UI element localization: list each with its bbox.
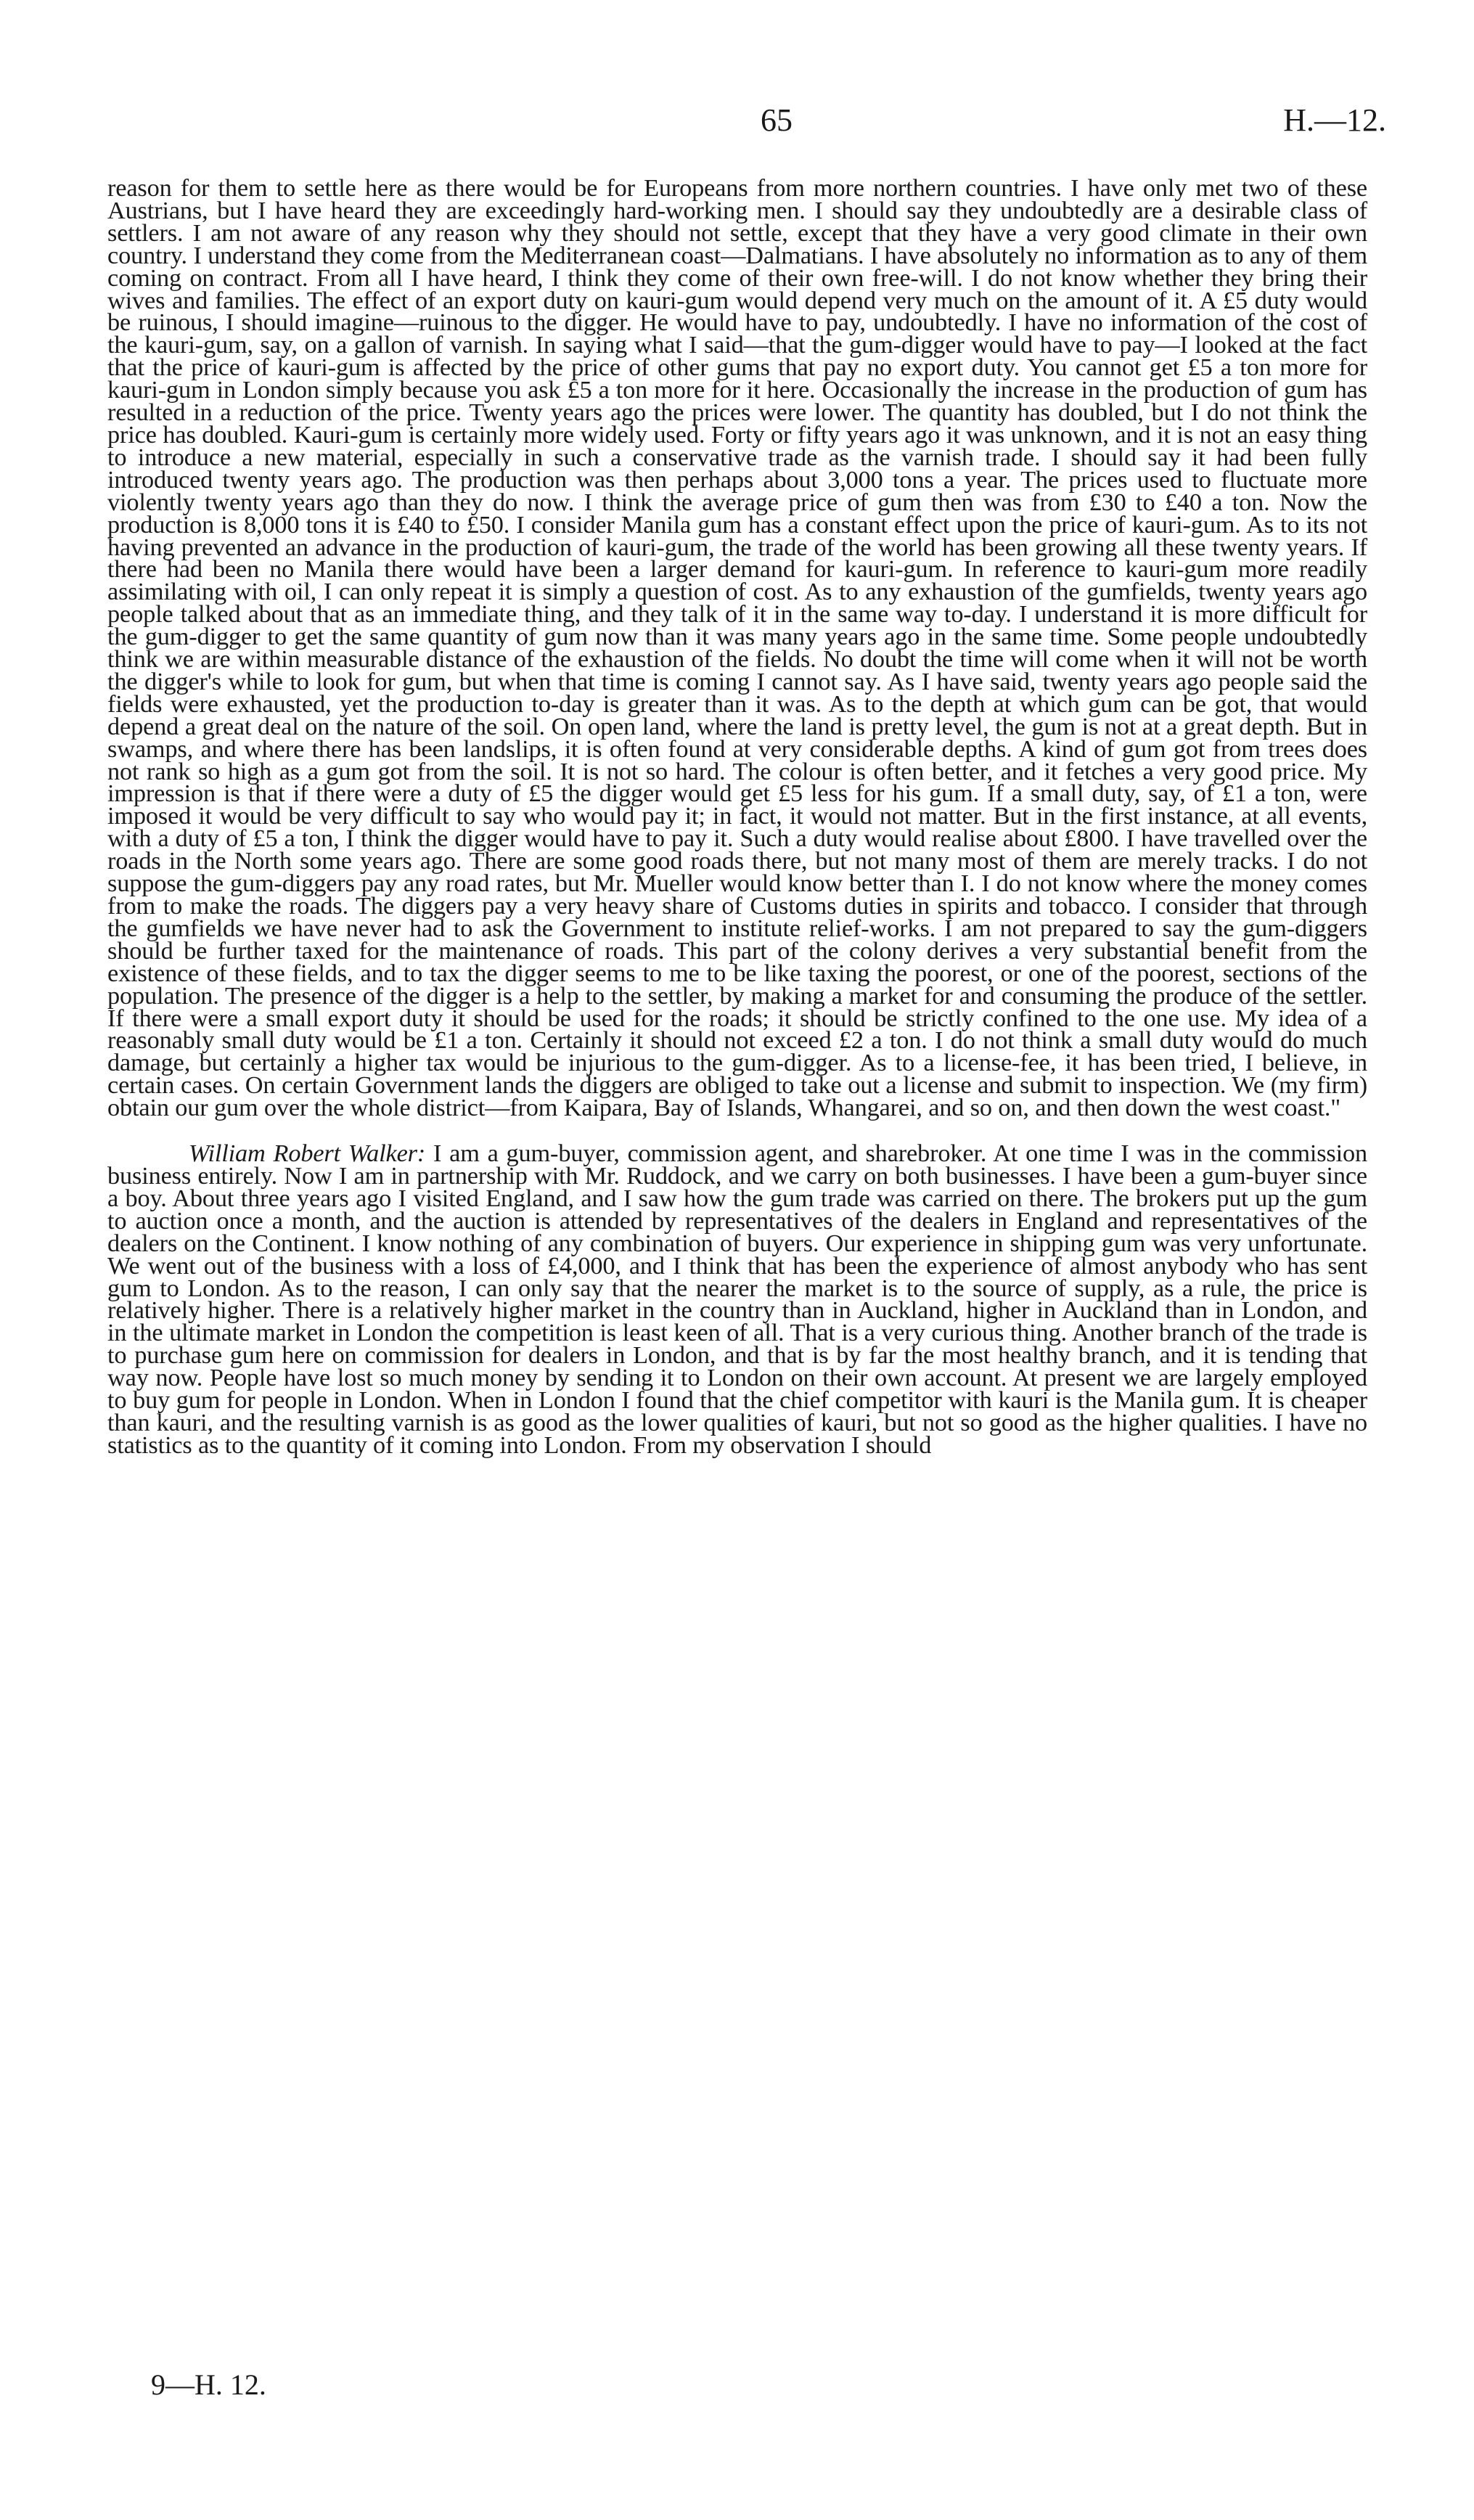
paragraph-walker-text: I am a gum-buyer, commission agent, and sharebroker. At one time I was in the commission business entirely. Now I am in partnership with Mr. Ruddock, and we carry on both businesses. I have been a gum-buyer since a boy. About three years ago I visited England, and I saw how the gum trade was carried on there. The brokers put up the gum to auction once a month, and the auction is attended by representatives of the dealers in England and representatives of the dealers on the Continent. I know nothing of any combination of buyers. Our experience in shipping gum was very unfortunate. We went out of the business with a loss of £4,000, and I think that has been the experience of almost anybody who has sent gum to London. As to the reason, I can only say that the nearer the market is to the source of supply, as a rule, the price is relatively higher. There is a relatively higher market in the country than in Auckland, higher in Auckland than in London, and in the ultimate market in London the competition is least keen of all. That is a very curious thing. Another branch of the trade is to purchase gum here on commission for dealers in London, and that is by far the most healthy branch, and it is tending that way now. People have lost so much money by sending it to London on their own account. At present we are largely employed to buy gum for people in London. When in London I found that the chief competitor with kauri is the Manila gum. It is cheaper than kauri, and the resulting varnish is as good as the lower qualities of kauri, but not so good as the higher qualities. I have no statistics as to the quantity of it coming into London. From my observation I should xyxy=(107,1140,1367,1459)
printer-signature: 9—H. 12. xyxy=(151,2368,266,2401)
body-text xyxy=(107,174,1367,1459)
paragraph-testimony-continued: reason for them to settle here as there would be for Europeans from more northern countries. I have only met two of these Austrians, but I have heard they are exceedingly hard-working men. I should say they undoubtedly are a desirable class of settlers. I am not aware of any reason why they should not settle, except that they have a very good climate in their own country. I understand they come from the Mediterranean coast—Dalmatians. I have absolutely no information as to any of them coming on contract. From all I have heard, I think they come of their own free-will. I do not know whether they bring their wives and families. The effect of an export duty on kauri-gum would depend very much on the amount of it. A £5 duty would be ruinous, I should imagine—ruinous to the digger. He would have to pay, undoubtedly. I have no information of the cost of the kauri-gum, say, on a gallon of varnish. In saying what I said—that the gum-digger would have to pay—I looked at the fact that the price of kauri-gum is affected by the price of other gums that pay no export duty. You cannot get £5 a ton more for kauri-gum in London simply because you ask £5 a ton more for it here. Occasionally the increase in the production of gum has resulted in a reduction of the price. Twenty years ago the prices were lower. The quantity has doubled, but I do not think the price has doubled. Kauri-gum is certainly more widely used. Forty or fifty years ago it was unknown, and it is not an easy thing to introduce a new material, especially in such a conservative trade as the varnish trade. I should say it had been fully introduced twenty years ago. The production was then perhaps about 3,000 tons a year. The prices used to fluctuate more violently twenty years ago than they do now. I think the average price of gum then was from £30 to £40 a ton. Now the production is 8,000 tons it is £40 to £50. I consider Manila gum has a constant effect upon the price of kauri-gum. As to its not having prevented an advance in the production of kauri-gum, the trade of the world has been growing all these twenty years. If there had been no Manila there would have been a larger demand for kauri-gum. In reference to kauri-gum more readily assimilating with oil, I can only repeat it is simply a question of cost. As to any exhaustion of the gumfields, twenty years ago people talked about that as an immediate thing, and they talk of it in the same way to-day. I understand it is more difficult for the gum-digger to get the same quantity of gum now than it was many years ago in the same time. Some people undoubtedly think we are within measurable distance of the exhaustion of the fields. No doubt the time will come when it will not be worth the digger's while to look for gum, but when that time is coming I cannot say. As I have said, twenty years ago people said the fields were exhausted, yet the production to-day is greater than it was. As to the depth at which gum can be got, that would depend a great deal on the nature of the soil. On open land, where the land is pretty level, the gum is not at a great depth. But in swamps, and where there has been landslips, it is often found at very considerable depths. A kind of gum got from trees does not rank so high as a gum got from the soil. It is not so hard. The colour is often better, and it fetches a very good price. My impression is that if there were a duty of £5 the digger would get £5 less for his gum. If a small duty, say, of £1 a ton, were imposed it would be very difficult to say who would pay it; in fact, it would not matter. But in the first instance, at all events, with a duty of £5 a ton, I think the digger would have to pay it. Such a duty would realise about £800. I have travelled over the roads in the North some years ago. There are some good roads there, but not many most of them are merely tracks. I do not suppose the gum-diggers pay any road rates, but Mr. Mueller would know better than I. I do not know where the money comes from to make the roads. The diggers pay a very heavy share of Customs duties in spirits and tobacco. I consider that through the gumfields we have never had to ask the Government to institute relief-works. I am not prepared to say the gum-diggers should be further taxed for the maintenance of roads. This part of the colony derives a very substantial benefit from the existence of these fields, and to tax the digger seems to me to be like taxing the poorest, or one of the poorest, sections of the population. The presence of the digger is a help to the settler, by making a market for and consuming the produce of the settler. If there were a small export duty it should be used for the roads; it should be strictly confined to the one use. My idea of a reasonably small duty would be £1 a ton. Certainly it should not exceed £2 a ton. I do not think a small duty would do much damage, but certainly a higher tax would be injurious to the gum-digger. As to a license-fee, it has been tried, I believe, in certain cases. On certain Government lands the diggers are obliged to take out a license and submit to inspection. We (my firm) obtain our gum over the whole district—from Kaipara, Bay of Islands, Whangarei, and so on, and then down the west coast." xyxy=(107,174,1367,1122)
page-number: 65 xyxy=(761,102,793,138)
page-header xyxy=(109,102,1386,145)
speaker-name: William Robert Walker: xyxy=(189,1140,426,1168)
paragraph-walker-testimony xyxy=(107,1142,1367,1457)
document-reference: H.—12. xyxy=(1283,102,1386,138)
